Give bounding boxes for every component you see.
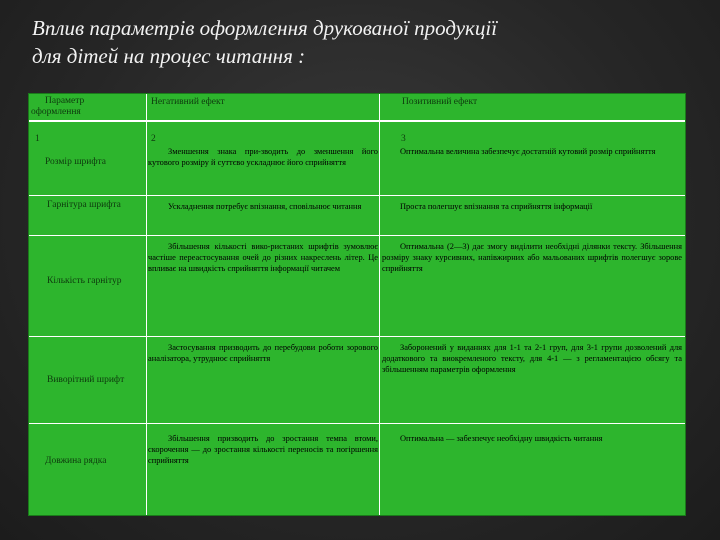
row-1-positive: Оптимальна величина забезпечує достатній кутовий розмір сприйняття <box>400 147 656 156</box>
header-positive: Позитивний ефект <box>402 97 478 107</box>
row-1-negative: Зменшення знака при-зводить до зменшення його кутового розміру й суттєво ускладнює його сприйняття <box>148 147 378 167</box>
row-5-positive: Оптимальна — забезпечує необхідну швидкість читання <box>400 434 603 443</box>
table-divider-row-2 <box>29 235 685 236</box>
row-4-positive: Заборонений у виданнях для 1-1 та 2-1 груп, для 3-1 групи дозволений для додаткового та виокремленого тексту, для 4-1 — з регламентацією обсягу та збільшенням параметрів оформлення <box>382 343 682 374</box>
table-divider-header <box>29 120 685 122</box>
column-number-3: 3 <box>401 134 406 144</box>
row-4-negative: Застосування призводить до перебудови роботи зорового аналізатора, утруднює сприйняття <box>148 343 378 363</box>
row-3-param: Кількість гарнітур <box>47 276 122 286</box>
row-1-param: Розмір шрифта <box>45 157 106 167</box>
effects-table <box>28 93 686 516</box>
row-2-negative: Ускладнення потребує впізнання, сповільнює читання <box>168 202 362 211</box>
table-divider-row-1 <box>29 195 685 196</box>
column-number-1: 1 <box>35 134 40 144</box>
row-3-positive: Оптимальна (2—3) дає змогу виділити необхідні ділянки тексту. Збільшення розміру знаку курсивних, напівжирних або мальованих шрифтів полегшує зорове сприйняття <box>382 242 682 273</box>
row-4-param: Виворітний шрифт <box>47 375 125 385</box>
row-5-param: Довжина рядка <box>45 456 107 466</box>
table-divider-col-2 <box>379 94 380 515</box>
column-number-2: 2 <box>151 134 156 144</box>
row-3-negative: Збільшення кількості вико-ристаних шрифтів зумовлює частіше переаcтосування очей до різних накреслень літер. Це впливає на швидкість сприйняття інформації читачем <box>148 242 378 273</box>
row-2-positive: Проста полегшує впізнання та сприйняття інформації <box>400 202 593 211</box>
header-param: Параметр оформлення <box>31 96 85 117</box>
row-5-negative: Збільшення призводить до зростання темпа втоми, скорочення — до зростання кількості переносів та погіршення сприйняття <box>148 434 378 465</box>
slide-title-line-1: Вплив параметрів оформлення друкованої продукції <box>32 16 498 40</box>
table-divider-row-4 <box>29 423 685 424</box>
row-2-param: Гарнітура шрифта <box>47 200 121 210</box>
slide-title <box>32 14 692 70</box>
header-negative: Негативний ефект <box>151 97 225 107</box>
table-divider-row-3 <box>29 336 685 337</box>
slide-title-line-2: для дітей на процес читання : <box>32 44 306 68</box>
